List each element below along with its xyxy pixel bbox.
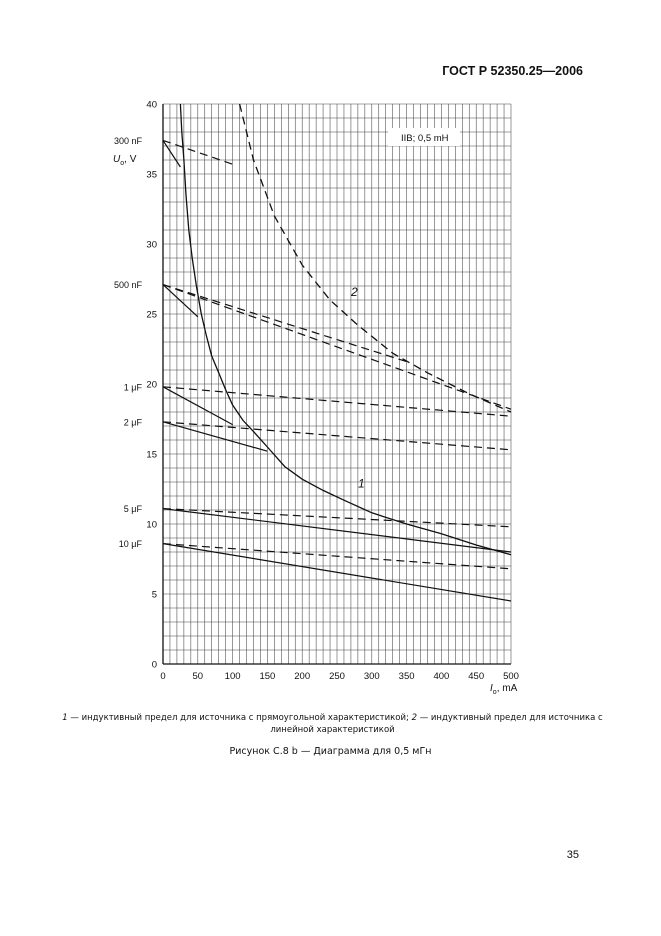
y-tick-label: 15: [146, 449, 157, 461]
caption-curve1-text: — индуктивный предел для источника с прямоугольной характеристикой;: [67, 713, 412, 723]
capacitance-label: 5 μF: [123, 504, 142, 515]
y-tick-label: 20: [146, 379, 157, 391]
x-tick-label: 150: [259, 671, 276, 682]
x-tick-label: 200: [294, 671, 311, 682]
capacitance-line-solid: [163, 140, 180, 167]
y-tick-label: 10: [146, 519, 157, 531]
figure-caption: [40, 712, 625, 736]
document-id: ГОСТ Р 52350.25—2006: [442, 64, 583, 78]
x-tick-label: 400: [433, 671, 450, 682]
capacitance-label: 10 μF: [118, 539, 142, 550]
y-tick-label: 5: [151, 589, 157, 601]
x-tick-label: 450: [468, 671, 485, 682]
capacitance-label: 2 μF: [123, 417, 142, 428]
y-tick-label: 35: [146, 169, 157, 181]
caption-curve2-number: 2: [411, 713, 417, 723]
capacitance-line-solid: [163, 285, 198, 317]
x-tick-label: 50: [192, 671, 204, 682]
y-axis-label: $U_o$, V: [113, 154, 137, 167]
y-tick-label: 25: [146, 309, 157, 321]
capacitance-label: 500 nF: [113, 280, 142, 291]
x-tick-label: 250: [329, 671, 345, 682]
x-tick-label: 0: [160, 671, 166, 682]
x-tick-label: 300: [363, 671, 380, 682]
caption-curve1-number: 1: [62, 713, 68, 723]
y-tick-label: 30: [146, 239, 157, 251]
capacitance-line-dashed: [163, 285, 407, 362]
page-number: 35: [566, 849, 579, 861]
caption-curve2-text: — индуктивный предел для источника с линейной характеристикой: [270, 713, 603, 735]
y-tick-label: 40: [146, 99, 157, 111]
capacitance-label: 300 nF: [113, 135, 142, 146]
curve-1-line: [180, 104, 511, 555]
x-tick-label: 350: [398, 671, 415, 682]
legend-text: IIB; 0,5 mH: [401, 133, 449, 144]
x-tick-label: 100: [224, 671, 241, 682]
y-tick-label: 0: [151, 659, 157, 671]
curve-1-label: 1: [358, 476, 365, 491]
capacitance-label: 1 μF: [123, 382, 142, 393]
grid: [163, 104, 511, 664]
x-tick-label: 500: [503, 671, 519, 682]
curve-2-label: 2: [351, 284, 358, 299]
x-axis-label: $I_o$, mA: [490, 683, 518, 696]
figure-title: Рисунок С.8 b — Диаграмма для 0,5 мГн: [229, 746, 432, 757]
